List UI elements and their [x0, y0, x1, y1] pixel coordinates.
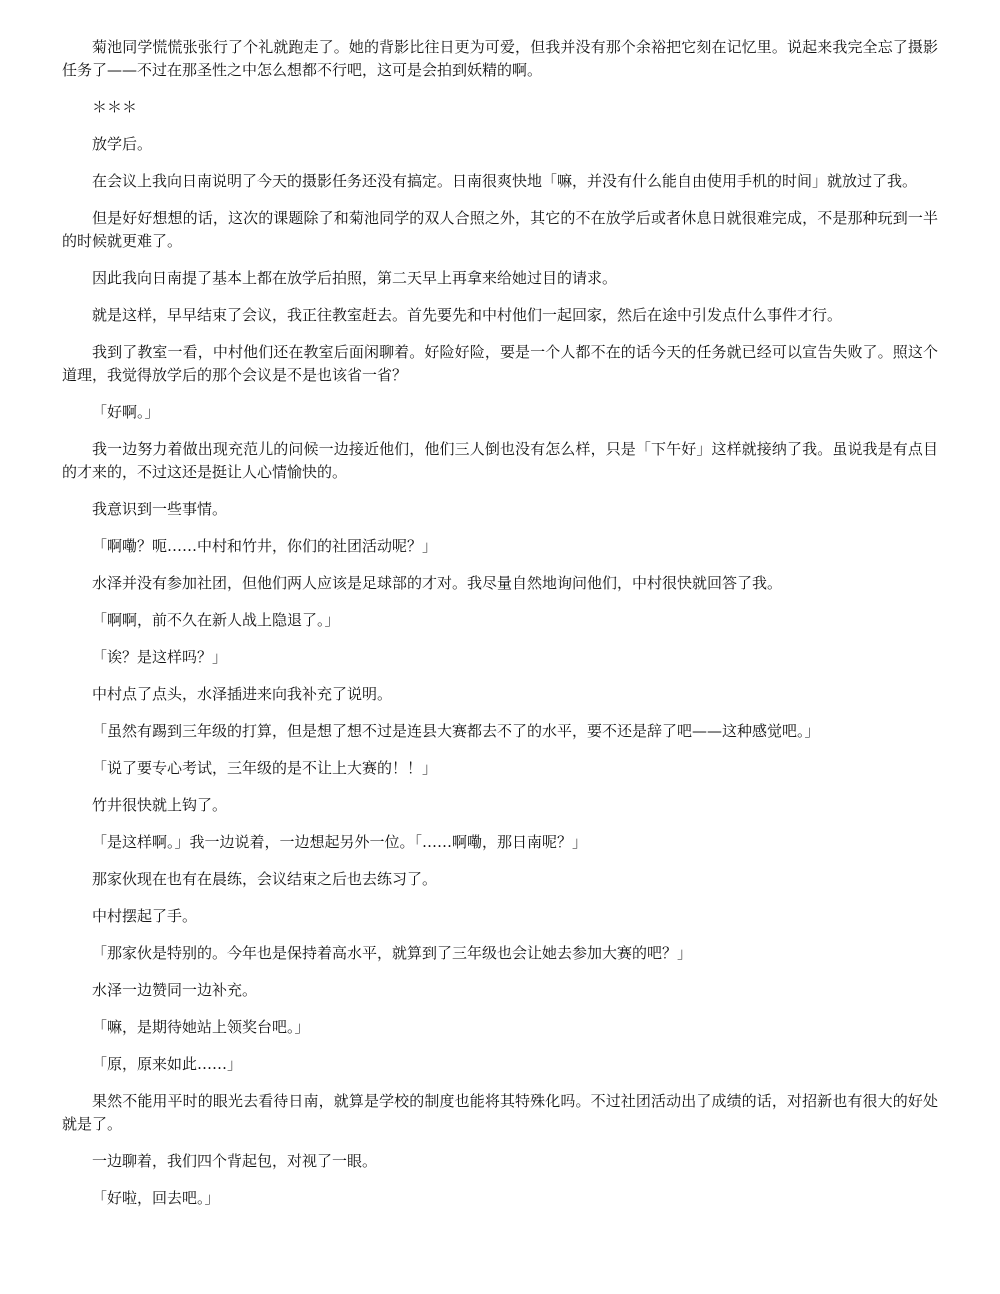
paragraph: 中村摆起了手。 [92, 907, 198, 925]
dialogue-line: 「诶？是这样吗？」 [92, 648, 228, 666]
dialogue-line: 「嘛，是期待她站上领奖台吧。」 [92, 1018, 310, 1036]
paragraph: 就是这样，早早结束了会议，我正往教室赶去。首先要先和中村他们一起回家，然后在途中引发点什么事件才行。 [92, 306, 843, 324]
paragraph: 我一边努力着做出现充范儿的问候一边接近他们，他们三人倒也没有怎么样，只是「下午好」这样就接纳了我。虽说我是有点目的才来的，不过这还是挺让人心情愉快的。 [62, 440, 938, 481]
dialogue-line: 「好啊。」 [92, 403, 160, 421]
paragraph: 中村点了点头，水泽插进来向我补充了说明。 [92, 685, 393, 703]
paragraph: 因此我向日南提了基本上都在放学后拍照，第二天早上再拿来给她过目的请求。 [92, 269, 618, 287]
dialogue-line: 「好啦，回去吧。」 [92, 1189, 220, 1207]
dialogue-line: 「是这样啊。」我一边说着，一边想起另外一位。「……啊嘞，那日南呢？」 [92, 833, 588, 851]
paragraph: 竹井很快就上钩了。 [92, 796, 228, 814]
dialogue-line: 「啊嘞？呃……中村和竹井，你们的社团活动呢？」 [92, 537, 438, 555]
section-break: ＊＊＊ [92, 98, 138, 116]
paragraph: 一边聊着，我们四个背起包，对视了一眼。 [92, 1152, 378, 1170]
paragraph: 菊池同学慌慌张张行了个礼就跑走了。她的背影比往日更为可爱，但我并没有那个余裕把它刻在记忆里。说起来我完全忘了摄影任务了——不过在那圣性之中怎么想都不行吧，这可是会拍到妖精的啊。 [62, 38, 938, 79]
dialogue-line: 「说了要专心考试，三年级的是不让上大赛的！！」 [92, 759, 438, 777]
dialogue-line: 「那家伙是特别的。今年也是保持着高水平，就算到了三年级也会让她去参加大赛的吧？」 [92, 944, 693, 962]
paragraph: 但是好好想想的话，这次的课题除了和菊池同学的双人合照之外，其它的不在放学后或者休息日就很难完成，不是那种玩到一半的时候就更难了。 [62, 209, 938, 250]
paragraph: 我到了教室一看，中村他们还在教室后面闲聊着。好险好险，要是一个人都不在的话今天的任务就已经可以宣告失败了。照这个道理，我觉得放学后的那个会议是不是也该省一省？ [62, 343, 938, 384]
paragraph: 放学后。 [92, 135, 153, 153]
body-text [62, 36, 938, 1224]
paragraph: 水泽一边赞同一边补充。 [92, 981, 258, 999]
paragraph: 水泽并没有参加社团，但他们两人应该是足球部的才对。我尽量自然地询问他们，中村很快就回答了我。 [92, 574, 783, 592]
dialogue-line: 「虽然有踢到三年级的打算，但是想了想不过是连县大赛都去不了的水平，要不还是辞了吧——这种感觉吧。」 [92, 722, 820, 740]
paragraph: 我意识到一些事情。 [92, 500, 228, 518]
paragraph: 那家伙现在也有在晨练，会议结束之后也去练习了。 [92, 870, 438, 888]
dialogue-line: 「原，原来如此……」 [92, 1055, 243, 1073]
paragraph: 果然不能用平时的眼光去看待日南，就算是学校的制度也能将其特殊化吗。不过社团活动出了成绩的话，对招新也有很大的好处就是了。 [62, 1092, 938, 1133]
dialogue-line: 「啊啊，前不久在新人战上隐退了。」 [92, 611, 340, 629]
paragraph: 在会议上我向日南说明了今天的摄影任务还没有搞定。日南很爽快地「嘛，并没有什么能自由使用手机的时间」就放过了我。 [92, 172, 918, 190]
